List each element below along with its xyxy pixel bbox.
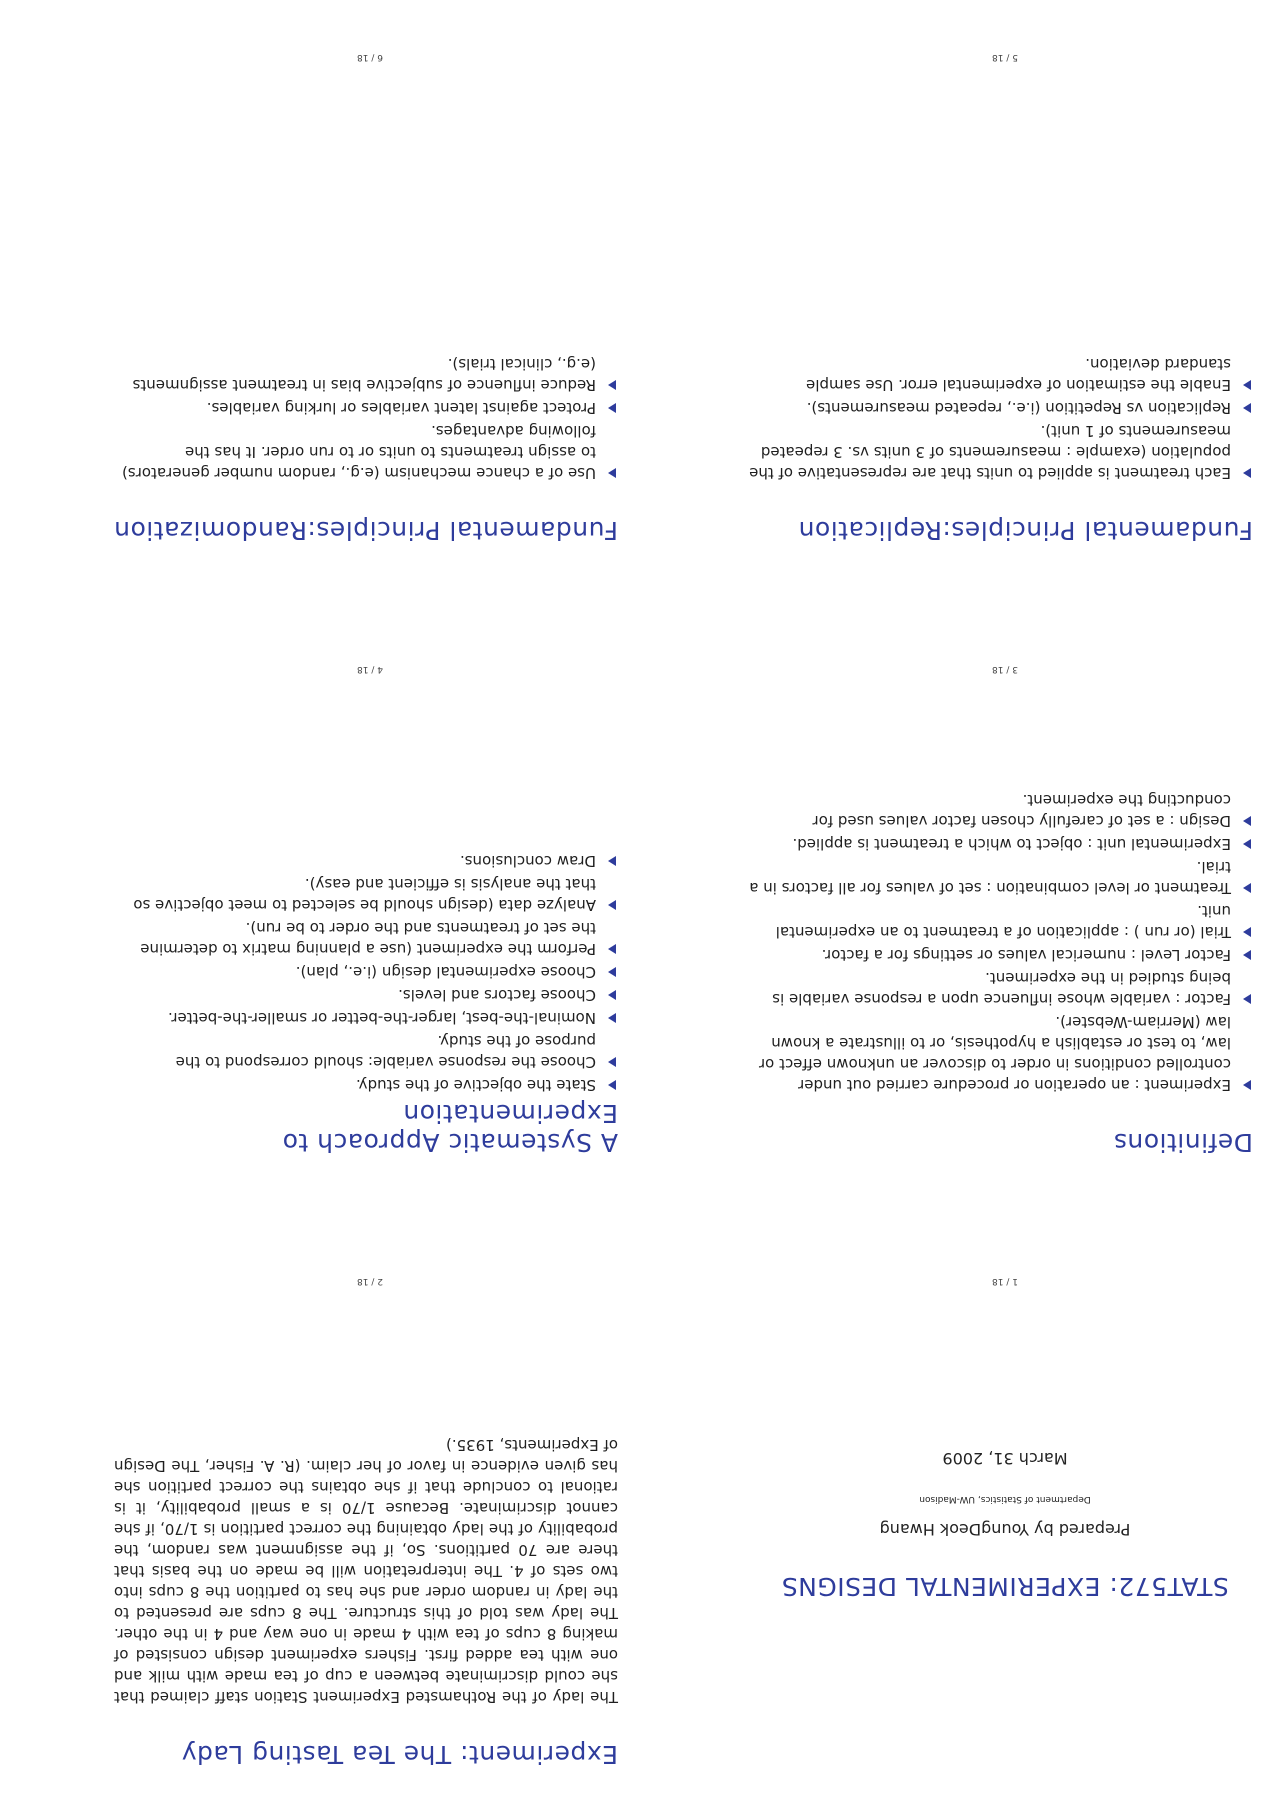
bullet-triangle-icon (1243, 839, 1251, 849)
list-item: Choose experimental design (i.e., plan). (114, 961, 618, 982)
bullet-triangle-icon (608, 1057, 616, 1067)
bullet-triangle-icon (608, 1080, 616, 1090)
list-item: Each treatment is applied to units that are representative of the population (example : measurements of 3 units vs. 3 repeated measurements of 1 unit). (749, 420, 1253, 483)
slide-5 (735, 27, 1275, 567)
bullet-triangle-icon (608, 856, 616, 866)
bullet-triangle-icon (608, 1013, 616, 1023)
bullet-triangle-icon (608, 944, 616, 954)
page-number: 4 / 18 (357, 664, 383, 674)
list-item: Analyze data (design should be selected to meet objective so that the analysis is efficient and easy). (114, 873, 618, 915)
list-item: Reduce influence of subjective bias in treatment assignments (e.g., clinical trials). (114, 353, 618, 395)
list-item: Trial (or run ) : application of a treatment to an experimental unit. (749, 900, 1253, 942)
list-item: Choose factors and levels. (114, 984, 618, 1005)
list-item: Experiment : an operation or procedure carried out under controlled conditions in order to discover an unknown effect or law, to test or establish a hypothesis, or to illustrate a known law (Merriam-Webster). (749, 1011, 1253, 1095)
list-item: Replication vs Repetition (i.e., repeated measurements). (749, 397, 1253, 418)
bullet-triangle-icon (608, 990, 616, 1000)
list-item: Experimental unit : object to which a treatment is applied. (749, 833, 1253, 854)
bullet-triangle-icon (608, 380, 616, 390)
bullet-triangle-icon (1243, 927, 1251, 937)
bullet-triangle-icon (608, 468, 616, 478)
slide-4 (100, 639, 640, 1179)
slide-body (114, 351, 618, 483)
slide-title: Definitions (1113, 1128, 1253, 1157)
list-item: Factor : variable whose influence upon a response variable is being studied in the experiment. (749, 967, 1253, 1009)
slide-title: A Systematic Approach to Experimentation (282, 1099, 618, 1157)
slide-title: Experiment: The Tea Tasting Lady (181, 1740, 618, 1769)
list-item: Choose the response variable: should correspond to the purpose of the study. (114, 1030, 618, 1072)
bullet-triangle-icon (1243, 403, 1251, 413)
list-item: Enable the estimation of experimental error. Use sample standard deviation. (749, 353, 1253, 395)
bullet-triangle-icon (1243, 816, 1251, 826)
page-number: 6 / 18 (357, 52, 383, 62)
bullet-triangle-icon (1243, 883, 1251, 893)
bullet-list (114, 353, 618, 483)
slide-body (114, 848, 618, 1095)
bullet-list (749, 789, 1253, 1095)
bullet-triangle-icon (608, 967, 616, 977)
bullet-triangle-icon (1243, 1080, 1251, 1090)
list-item: Perform the experiment (use a planning matrix to determine the set of treatments and the order to be run). (114, 917, 618, 959)
page-number: 5 / 18 (992, 52, 1018, 62)
bullet-list (114, 850, 618, 1095)
slide-body (749, 351, 1253, 483)
date-line: March 31, 2009 (942, 1449, 1068, 1468)
list-item: Treatment or level combination : set of values for all factors in a trial. (749, 856, 1253, 898)
list-item: Nominal-the-best, larger-the-better or smaller-the-better. (114, 1007, 618, 1028)
bullet-triangle-icon (1243, 994, 1251, 1004)
bullet-triangle-icon (1243, 380, 1251, 390)
list-item: State the objective of the study. (114, 1074, 618, 1095)
slide-3 (735, 639, 1275, 1179)
tea-tasting-paragraph: The lady of the Rothamsted Experiment Station staff claimed that she could discriminate between a cup of tea made with milk and one with tea added first. Fishers experiment design consisted of making 8 cups of tea with 4 made in one way and 4 in the other. The lady was told of this structure. The 8 cups are presented to the lady in random order and she has to partition the 8 cups into two sets of 4. The interpretation will be made on the basis that there are 70 partitions. So, if the assignment was random, the probability of the lady obtaining the correct partition is 1/70, if she cannot discriminate. Because 1/70 is a small probability, it is rational to conclude that if she obtains the correct partition she has given evidence in favor of her claim. (R. A. Fisher, The Design of Experiments, 1935.) (114, 1436, 618, 1706)
slide-title: Fundamental Principles:Replication (798, 516, 1253, 545)
slide-1 (735, 1251, 1275, 1791)
slide-body (749, 787, 1253, 1095)
page-number: 1 / 18 (992, 1276, 1018, 1286)
slide-title: Fundamental Principles:Randomization (113, 516, 618, 545)
list-item: Use of a chance mechanism (e.g., random number generators) to assign treatments to units or to run order. It has the following advantages. (114, 420, 618, 483)
author-line: Prepared by YoungDeok Hwang (879, 1520, 1131, 1539)
bullet-list (749, 353, 1253, 483)
department-line: Department of Statistics, UW-Madison (919, 1494, 1091, 1504)
presentation-title: STAT572: EXPERIMENTAL DESIGNS (781, 1572, 1229, 1601)
bullet-triangle-icon (608, 403, 616, 413)
bullet-triangle-icon (1243, 950, 1251, 960)
list-item: Draw conclusions. (114, 850, 618, 871)
page-number: 2 / 18 (357, 1276, 383, 1286)
list-item: Factor Level : numerical values or settings for a factor. (749, 944, 1253, 965)
page-number: 3 / 18 (992, 664, 1018, 674)
slide-6 (100, 27, 640, 567)
bullet-triangle-icon (608, 900, 616, 910)
slide-2 (100, 1251, 640, 1791)
list-item: Design : a set of carefully chosen factor values used for conducting the experiment. (749, 789, 1253, 831)
list-item: Protect against latent variables or lurking variables. (114, 397, 618, 418)
bullet-triangle-icon (1243, 468, 1251, 478)
slide-body (114, 1434, 618, 1707)
